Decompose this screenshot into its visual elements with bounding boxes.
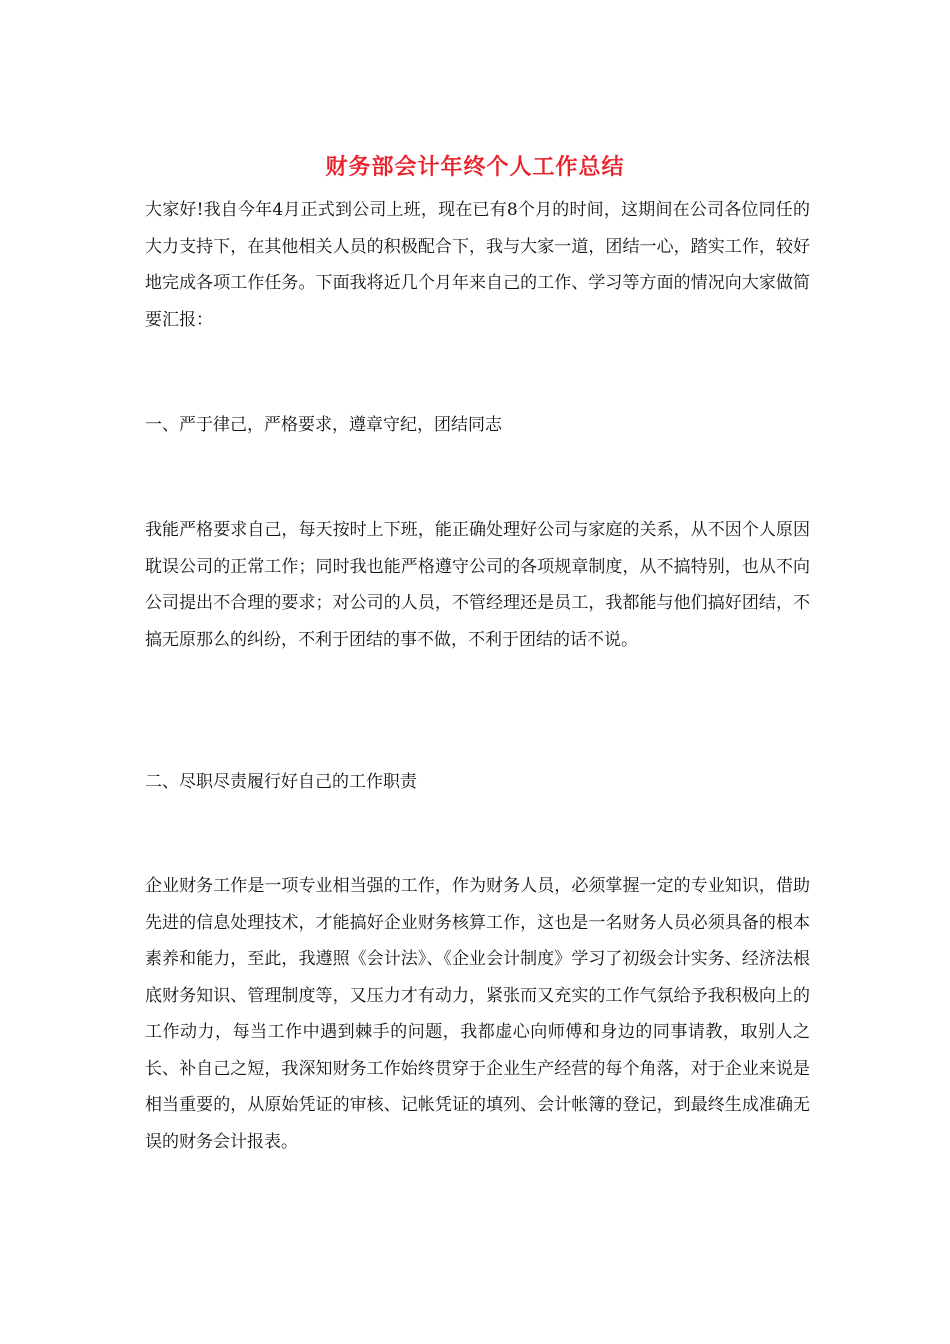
section-1-heading: 一、严于律己，严格要求，遵章守纪，团结同志 [145, 415, 502, 435]
section-1-paragraph: 我能严格要求自己，每天按时上下班，能正确处理好公司与家庭的关系，从不因个人原因耽误公司的正常工作；同时我也能严格遵守公司的各项规章制度，从不搞特别，也从不向公司提出不合理的要求；对公司的人员，不管经理还是员工，我都能与他们搞好团结，不搞无原那么的纠纷，不利于团结的事不做，不利于团结的话不说。 [145, 520, 810, 650]
document-title: 财务部会计年终个人工作总结 [325, 154, 625, 180]
intro-paragraph: 大家好!我自今年4月正式到公司上班，现在已有8个月的时间，这期间在公司各位同任的大力支持下，在其他相关人员的积极配合下，我与大家一道，团结一心，踏实工作，较好地完成各项工作任务。下面我将近几个月年来自己的工作、学习等方面的情况向大家做简要汇报： [145, 200, 810, 330]
section-2-paragraph: 企业财务工作是一项专业相当强的工作，作为财务人员，必须掌握一定的专业知识，借助先进的信息处理技术，才能搞好企业财务核算工作，这也是一名财务人员必须具备的根本素养和能力，至此，我遵照《会计法》、《企业会计制度》学习了初级会计实务、经济法根底财务知识、管理制度等，又压力才有动力，紧张而又充实的工作气氛给予我积极向上的工作动力，每当工作中遇到棘手的问题，我都虚心向师傅和身边的同事请教，取别人之长、补自己之短，我深知财务工作始终贯穿于企业生产经营的每个角落，对于企业来说是相当重要的，从原始凭证的审核、记帐凭证的填列、会计帐簿的登记，到最终生成准确无误的财务会计报表。 [145, 876, 810, 1152]
section-2-heading: 二、尽职尽责履行好自己的工作职责 [145, 772, 417, 792]
